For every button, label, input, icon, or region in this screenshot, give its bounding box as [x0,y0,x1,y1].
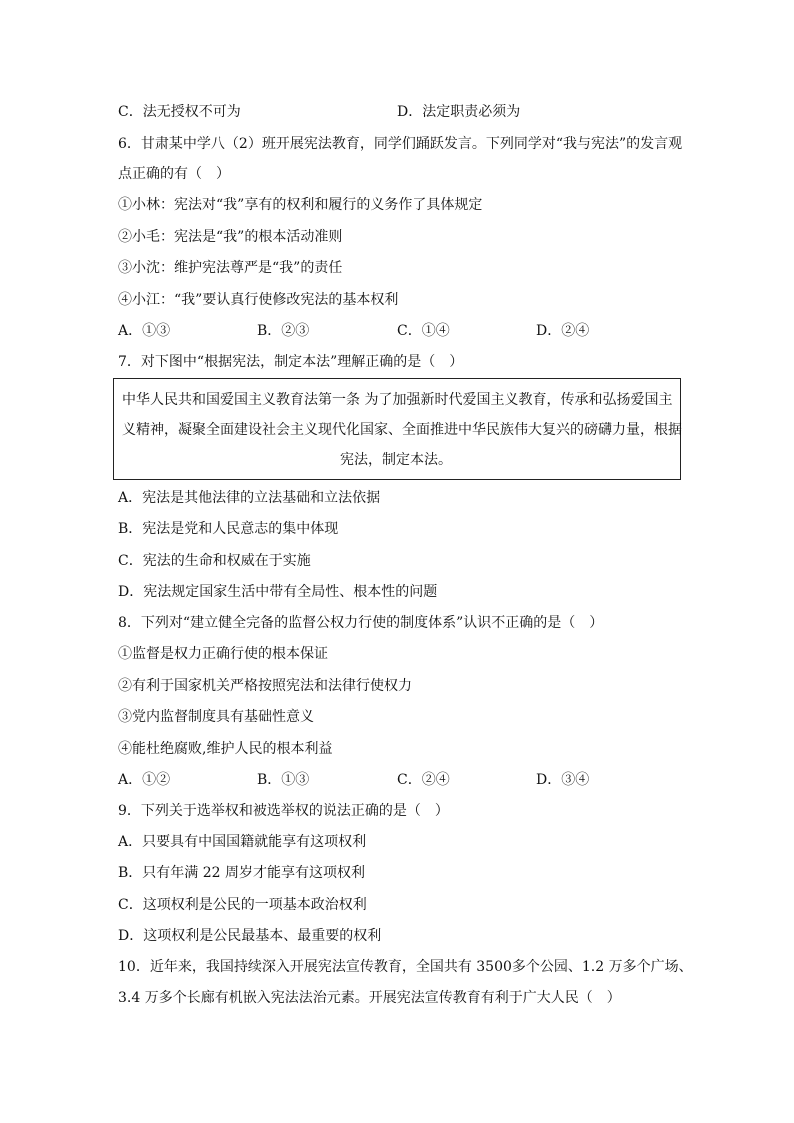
q8-item-4: ④能杜绝腐败,维护人民的根本利益 [118,741,333,757]
q5-option-d: D．法定职责必须为 [397,104,521,120]
q6-options-row [118,321,678,341]
q8-stem: 8．下列对“建立健全完备的监督公权力行使的制度体系”认识不正确的是（ ） [118,615,604,631]
q7-box-line-1: 中华人民共和国爱国主义教育法第一条 为了加强新时代爱国主义教育，传承和弘扬爱国主 [122,392,673,408]
q8-item-3: ③党内监督制度具有基础性意义 [118,709,314,725]
q8-option-b: B．①③ [257,772,310,788]
q6-item-4: ④小江：“我”要认真行使修改宪法的基本权利 [118,292,399,308]
q5-option-c: C．法无授权不可为 [118,104,241,120]
q6-item-2: ②小毛：宪法是“我”的根本活动准则 [118,229,343,245]
q9-option-a: A．只要具有中国国籍就能享有这项权利 [118,834,367,850]
q7-option-a: A．宪法是其他法律的立法基础和立法依据 [118,490,381,506]
q9-stem: 9．下列关于选举权和被选举权的说法正确的是（ ） [118,803,449,819]
q6-item-3: ③小沈：维护宪法尊严是“我”的责任 [118,260,343,276]
q5-options-row [118,102,678,122]
q7-box-line-3: 宪法，制定本法。 [340,452,452,468]
q6-stem-line-2: 点正确的有（ ） [118,166,230,182]
q7-stem: 7．对下图中“根据宪法，制定本法”理解正确的是（ ） [118,354,464,370]
q6-option-d: D．②④ [536,323,590,339]
q7-quote-box [113,378,681,480]
q9-option-c: C．这项权利是公民的一项基本政治权利 [118,897,367,913]
q6-stem-line-1: 6．甘肃某中学八（2）班开展宪法教育，同学们踊跃发言。下列同学对“我与宪法”的发言观 [118,136,683,152]
q6-item-1: ①小林：宪法对“我”享有的权利和履行的义务作了具体规定 [118,197,483,213]
q8-options-row [118,770,678,790]
q8-option-c: C．②④ [397,772,450,788]
q7-option-c: C．宪法的生命和权威在于实施 [118,553,311,569]
q7-option-d: D．宪法规定国家生活中带有全局性、根本性的问题 [118,584,438,600]
q8-item-2: ②有利于国家机关严格按照宪法和法律行使权力 [118,678,412,694]
q9-option-d: D．这项权利是公民最基本、最重要的权利 [118,928,382,944]
q10-stem-line-2: 3.4 万多个长廊有机嵌入宪法法治元素。开展宪法宣传教育有利于广大人民（ ） [118,990,621,1006]
q8-option-a: A．①② [118,772,171,788]
q9-option-b: B．只有年满 22 周岁才能享有这项权利 [118,865,366,881]
q6-option-a: A．①③ [118,323,171,339]
q6-option-b: B．②③ [257,323,310,339]
q7-option-b: B．宪法是党和人民意志的集中体现 [118,521,339,537]
q6-option-c: C．①④ [397,323,450,339]
q7-box-line-2: 义精神，凝聚全面建设社会主义现代化国家、全面推进中华民族伟大复兴的磅礴力量，根据 [122,422,682,438]
q8-option-d: D．③④ [536,772,590,788]
q10-stem-line-1: 10．近年来，我国持续深入开展宪法宣传教育，全国共有 3500多个公园、1.2 万多个广场、 [118,959,693,975]
q8-item-1: ①监督是权力正确行使的根本保证 [118,646,328,662]
